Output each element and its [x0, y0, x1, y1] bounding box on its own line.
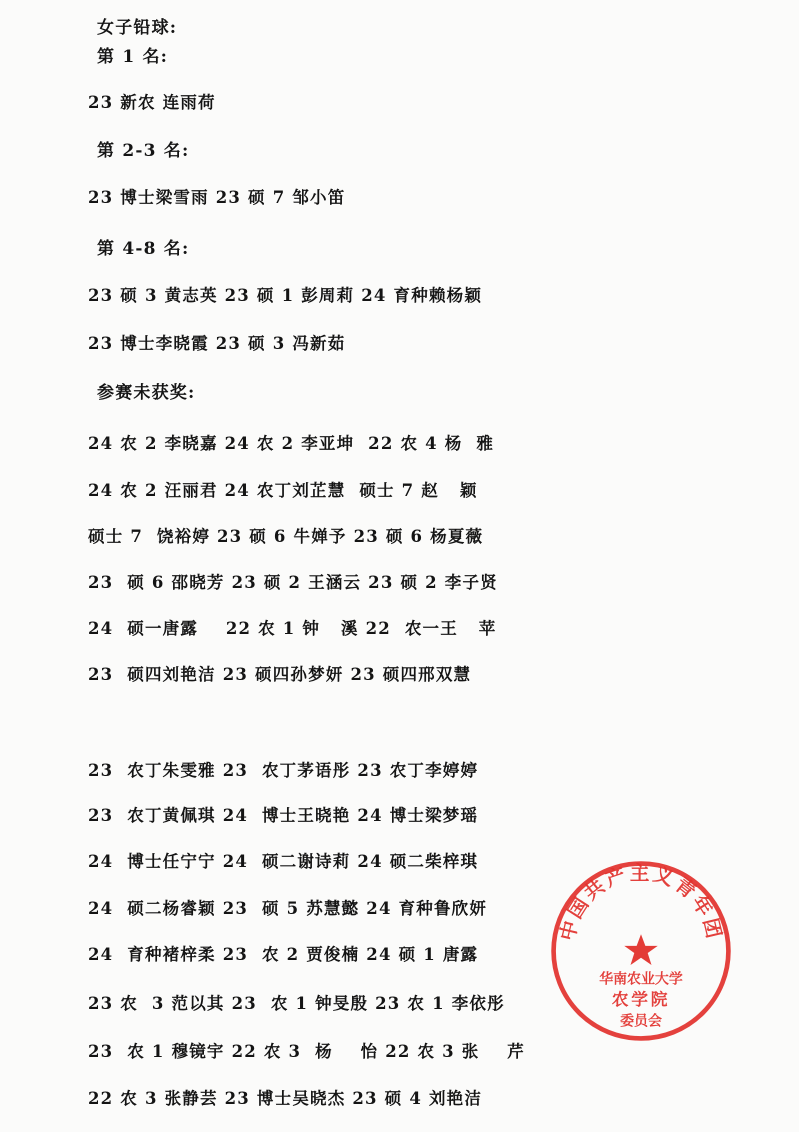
participants-line: 硕士 7 饶裕婷 23 硕 6 牛婵予 23 硕 6 杨夏薇 — [88, 527, 484, 546]
participants-line: 24 硕一唐露 22 农 1 钟 溪 22 农一王 苹 — [88, 619, 497, 638]
participants-line: 24 农 2 汪丽君 24 农丁刘芷慧 硕士 7 赵 颖 — [88, 481, 478, 500]
second-third-heading: 第 2-3 名: — [97, 141, 190, 161]
fourth-eighth-line: 23 硕 3 黄志英 23 硕 1 彭周莉 24 育种赖杨颖 — [88, 286, 483, 305]
fourth-eighth-line: 23 博士李晓霞 23 硕 3 冯新茹 — [88, 334, 346, 353]
participants-line: 23 农丁朱雯雅 23 农丁茅语彤 23 农丁李婷婷 — [88, 761, 479, 780]
participants-line: 23 硕 6 邵晓芳 23 硕 2 王涵云 23 硕 2 李子贤 — [88, 573, 498, 592]
participants-line: 23 农 1 穆镜宇 22 农 3 杨 怡 22 农 3 张 芹 — [88, 1042, 525, 1061]
participants-line: 24 育种褚梓柔 23 农 2 贾俊楠 24 硕 1 唐露 — [88, 945, 479, 964]
official-seal — [548, 858, 734, 1044]
participants-line: 23 农 3 范以其 23 农 1 钟旻殷 23 农 1 李依彤 — [88, 994, 505, 1013]
seal-line-committee: 委员会 — [620, 1013, 662, 1030]
seal-star-icon — [624, 934, 657, 965]
second-third-line: 23 博士梁雪雨 23 硕 7 邹小笛 — [88, 188, 346, 207]
participants-line: 22 农 3 张静芸 23 博士吴晓杰 23 硕 4 刘艳洁 — [88, 1089, 483, 1108]
first-place-line: 23 新农 连雨荷 — [88, 93, 216, 112]
event-title: 女子铅球: — [97, 18, 178, 38]
seal-line-university: 华南农业大学 — [599, 971, 683, 988]
participants-line: 24 农 2 李晓嘉 24 农 2 李亚坤 22 农 4 杨 雅 — [88, 434, 495, 453]
first-place-heading: 第 1 名: — [97, 47, 169, 67]
participants-line: 24 硕二杨睿颖 23 硕 5 苏慧懿 24 育种鲁欣妍 — [88, 899, 488, 918]
fourth-eighth-heading: 第 4-8 名: — [97, 239, 190, 259]
participants-line: 23 农丁黄佩琪 24 博士王晓艳 24 博士梁梦瑶 — [88, 806, 479, 825]
participants-line: 24 博士任宁宁 24 硕二谢诗莉 24 硕二柴梓琪 — [88, 852, 479, 871]
seal-arc-text: 中国共产主义青年团 — [555, 861, 727, 943]
seal-line-college: 农学院 — [611, 988, 671, 1009]
participants-heading: 参赛未获奖: — [97, 383, 196, 403]
participants-line: 23 硕四刘艳洁 23 硕四孙梦妍 23 硕四邢双慧 — [88, 665, 472, 684]
svg-text:中国共产主义青年团 — [556, 862, 726, 943]
